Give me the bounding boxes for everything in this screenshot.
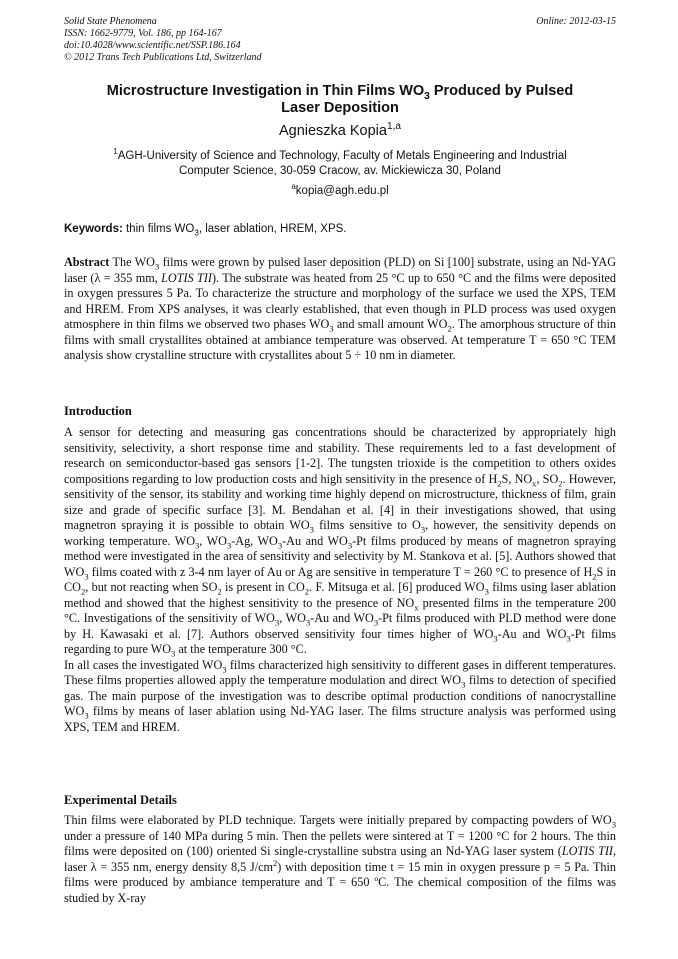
abstract: Abstract The $WO_3$ films were grown by pulsed laser deposition (PLD) on Si [100] substrate, using an Nd-YAG laser (λ = 355 mm, LOTIS TII). The substrate was heated from 25 °C up to 650 °C and the films were deposited in oxygen pressures 5 Pa. To characterize the structure and morphology of the surface we used the XPS, TEM and HREM. From XPS analyses, it was clearly established, that even though in PLD process was used oxygen atmosphere in thin films we observed two phases $WO_3$ and small amount $WO_2$. The amorphous structure of thin films with small crystallites obtained at ambiance temperature was observed. At temperature T = 650 °C TEM analysis show crystalline structure with crystallites about 5 ÷ 10 nm in diameter. xyxy=(64,255,617,362)
journal-header xyxy=(64,16,616,64)
author-email: $^a$kopia@agh.edu.pl xyxy=(291,182,389,197)
introduction-heading: Introduction xyxy=(64,404,132,418)
introduction-text xyxy=(64,425,616,735)
keywords: Keywords: thin films $WO_3$, laser ablation, HREM, XPS. xyxy=(64,223,347,238)
issn-line: ISSN: 1662-9779, Vol. 186, pp 164-167 xyxy=(64,28,222,39)
intro-paragraph-1: A sensor for detecting and measuring gas concentrations should be characterized by appropriately high sensitivity, selectivity, a short response time and stability. These requirements led to a fast development of research on semiconductor-based gas sensors [1-2]. The tungsten trioxide is the competition to others oxides compositions regarding to low production costs and high sensitivity in the presence of $H_2S$, $NO_x$, $SO_2$. However, sensitivity of the sensor, its stability and working time highly depend on microstructure, thickness of film, grain size and grade of specific surface [3]. M. Bendahan et al. [4] in their investigations showed, that using magnetron spraying it is possible to obtain $WO_3$ films sensitive to $O_3$, however, the sensitivity depends on working temperature. $WO_3$, $WO_3-Ag$, $WO_3-Au$ and $WO_3-Pt$ films produced by means of magnetron spraying method were investigated in the area of sensitivity and selectivity by M. Stankova et al. [5]. Authors showed that $WO_3$ films coated with z 3-4 nm layer of Au or Ag are sensitive in temperature T = 260 °C to presence of $H_2S$ in $CO_2$, but not reacting when $SO_2$ is present in $CO_2$. F. Mitsuga et al. [6] produced $WO_3$ films using laser ablation method and showed that the highest sensitivity to the presence of $NO_x$ presented films in the temperature 200 °C. Investigations of the sensitivity of $WO_3$, $WO_3-Au$ and $WO_3-Pt$ films produced with PLD method were done by H. Kawasaki et al. [7]. Authors observed sensitivity four times higher of $WO_3-Au$ and $WO_3-Pt$ films regarding to pure $WO_3$ at the temperature 300 °C. xyxy=(64,425,617,659)
copyright-line: © 2012 Trans Tech Publications Ltd, Switzerland xyxy=(64,52,262,63)
online-date: Online: 2012-03-15 xyxy=(536,16,616,27)
doi-line: doi:10.4028/www.scientific.net/SSP.186.164 xyxy=(64,40,241,51)
experimental-text: Thin films were elaborated by PLD technique. Targets were initially prepared by compacting powders of $WO_3$ under a pressure of 140 MPa during 5 min. Then the pellets were sintered at T = 1200 °C for 2 hours. The thin films were deposited on (100) oriented Si single-crystalline substra using an Nd-YAG laser system (LOTIS TII, laser λ = 355 nm, energy density 8,5 $J/cm^2$) with deposition time t = 15 min in oxygen pressure p = 5 Pa. Thin films were produced by ambiance temperature and T = 650 ºC. The chemical composition of the films was studied by X-ray xyxy=(64,813,617,905)
affiliation: $^1$AGH-University of Science and Technology, Faculty of Metals Engineering and Industrial Computer Science, 30-059 Cracow, av. Mickiewicza 30, Poland xyxy=(113,147,567,177)
author-name: Agnieszka Kopia$^{1,a}$ xyxy=(278,121,402,139)
journal-name: Solid State Phenomena xyxy=(64,16,157,27)
paper-title: Microstructure Investigation in Thin Films $WO_3$ Produced by Pulsed Laser Deposition xyxy=(106,83,574,116)
intro-paragraph-2: In all cases the investigated $WO_3$ films characterized high sensitivity to different gases in different temperatures. These films properties allowed apply the temperature modulation and direct $WO_3$ films to detection of specified gas. The main purpose of the investigation was to describe optimal production conditions of nanocrystalline $WO_3$ films by means of laser ablation using Nd-YAG laser. The films structure analysis was performed using XPS, TEM and HREM. xyxy=(64,657,616,734)
experimental-heading: Experimental Details xyxy=(64,793,177,807)
